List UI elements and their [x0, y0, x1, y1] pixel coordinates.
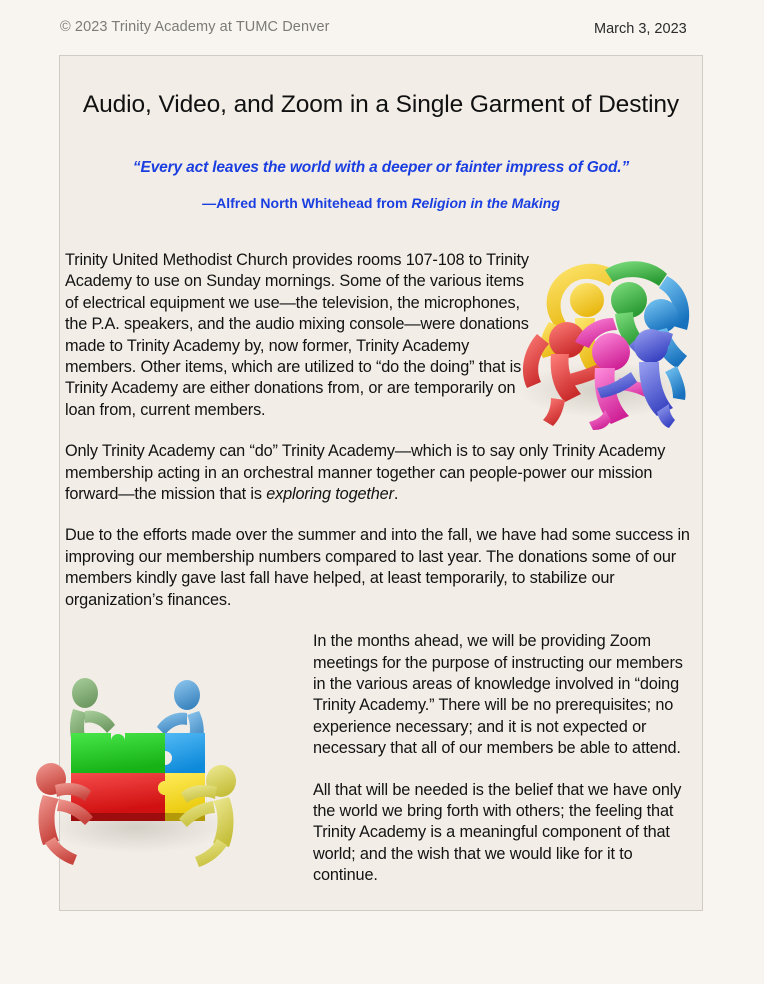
paragraph-2 [65, 441, 699, 505]
pull-quote [60, 159, 702, 211]
document-page-frame [59, 55, 703, 911]
paragraph-4: In the months ahead, we will be providing Zoom meetings for the purpose of instructing our members in the various areas of knowledge involved in “doing Trinity Academy.” There will be no prerequisites; no experience necessary; and it is not expected or necessary that all of our members be able to attend. [313, 632, 683, 758]
quote-attribution-prefix: —Alfred North Whitehead from [202, 195, 412, 211]
quote-text: “Every act leaves the world with a deeper or fainter impress of God.” [132, 159, 630, 176]
quote-attribution [60, 195, 702, 211]
paragraph-1: Trinity United Methodist Church provides rooms 107-108 to Trinity Academy to use on Sunday mornings. Some of the various items of electrical equipment we use—the television, the microphones, the P.A. speakers, and the audio mixing console—were donations made to Trinity Academy by, now former, Trinity Academy members. Other items, which are utilized to “do the doing” that is Trinity Academy are either donations from, or are temporarily on loan from, current members. [65, 251, 529, 419]
paragraph-2-tail: . [393, 485, 399, 504]
quote-attribution-source: Religion in the Making [411, 195, 560, 211]
paragraph-5: All that will be needed is the belief that we have only the world we bring forth with others; the feeling that Trinity Academy is a meaningful component of that world; and the wish that we would like for it to continue. [313, 780, 682, 885]
document-body [65, 250, 699, 887]
paragraph-2-emphasis: exploring together [266, 485, 394, 504]
paragraph-2-lead: Only Trinity Academy can “do” Trinity Academy—which is to say only Trinity Academy membership acting in an orchestral manner together can people-power our mission forward—the mission that is [65, 442, 666, 504]
document-date: March 3, 2023 [594, 21, 687, 37]
page-title: Audio, Video, and Zoom in a Single Garment of Destiny [82, 91, 680, 118]
copyright-notice: © 2023 Trinity Academy at TUMC Denver [60, 19, 330, 35]
page-header [0, 0, 764, 55]
paragraph-3: Due to the efforts made over the summer and into the fall, we have had some success in improving our membership numbers compared to last year. The donations some of our members kindly gave last fall have helped, at least temporarily, to stabilize our organization’s finances. [65, 526, 690, 609]
